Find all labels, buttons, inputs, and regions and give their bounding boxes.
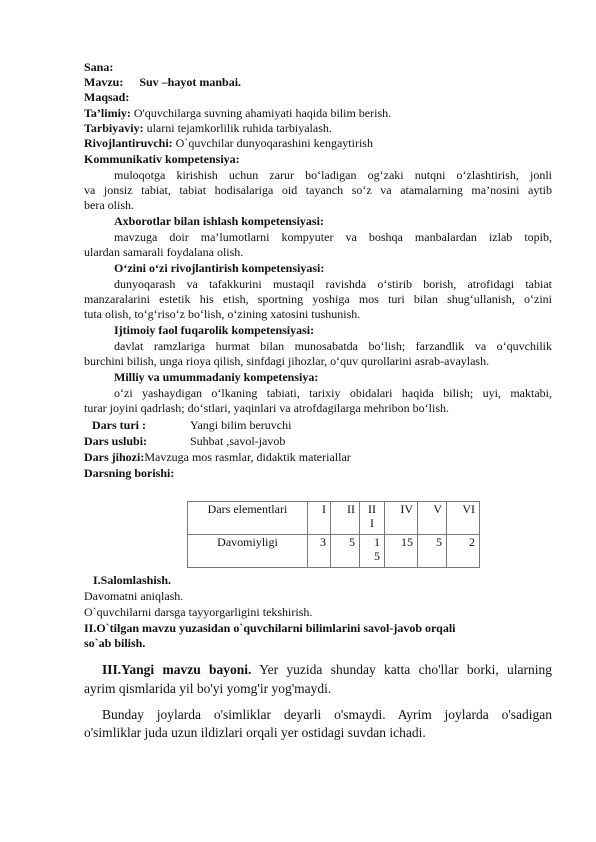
tarbiyaviy-value: ularni tejamkorlilik ruhida tarbiyalash. [143,121,332,135]
rivojlantiruvchi-line [84,136,373,151]
lesson-elements-table [187,501,480,568]
kommunikativ-text-line: va jonsiz tabiat, tabiat hodisalariga oid tayanch so‘z va atamalarning ma’nosini aytib [84,183,552,197]
ozini-text-line: dunyoqarash va tafakkurini mustaqil ravishda o‘stirib borish, atrofidagi tabiat [114,277,552,291]
table-cell-line: II [368,502,376,516]
otilgan-mavzu-heading: II.O`tilgan mavzu yuzasidan o`quvchilarni bilimlarini savol-javob orqali [84,621,456,635]
table-cell: IV [385,502,418,535]
stage-text-line: Davomatni aniqlash. [84,589,184,603]
stage-text-line: O`quvchilarni darsga tayyorgarligini tekshirish. [84,605,313,619]
dars-jihozi-line [84,450,351,465]
mavzu-value: Suv –hayot manbai. [139,75,242,89]
ozini-heading: O‘zini o‘zi rivojlantirish kompetensiyasi: [114,261,325,275]
talimiy-value: O'quvchilarga suvning ahamiyati haqida bilim berish. [130,106,392,120]
body-text-line: ayrim qismlarida yil bo'yi yomg'ir yog'maydi. [84,681,332,696]
rivojlantiruvchi-value: O`quvchilar dunyoqarashini kengaytirish [172,136,373,150]
table-cell-line: 1 [374,535,380,549]
milliy-heading: Milliy va umummadaniy kompetensiya: [114,370,319,384]
body-text-line: Bunday joylarda o'simliklar deyarli o'smaydi. Ayrim joylarda o'sadigan [102,707,552,722]
table-cell-line: 5 [374,549,380,563]
rivojlantiruvchi-label: Rivojlantiruvchi: [84,136,173,150]
table-cell [360,502,385,535]
dars-uslubi-label: Dars uslubi: [84,434,148,448]
salomlashish-heading: I.Salomlashish. [93,573,172,587]
ijtimoiy-text-line: burchini bilish, unga rioya qilish, sinfdagi jihozlar, o‘quv qurollarini asrab-avaylash. [84,354,490,368]
kommunikativ-text-line: muloqotga kirishish uchun zarur bo‘ladigan og‘zaki nutqni o‘zlashtirish, jonli [114,168,552,182]
tarbiyaviy-label: Tarbiyaviy: [84,121,144,135]
table-cell: VI [447,502,480,535]
axborot-text-line: ulardan samarali foydalana olish. [84,245,244,259]
mavzu-line [84,75,241,90]
axborot-text-line: mavzuga doir ma’lumotlarni kompyuter va boshqa manbalardan izlab topib, [114,230,552,244]
milliy-text-line: turar joyini qadrlash; do‘stlari, yaqinlari va atrofdagilarga mehribon bo‘lish. [84,401,450,415]
kommunikativ-text-line: bera olish. [84,198,134,212]
dars-turi-value: Yangi bilim beruvchi [190,418,292,432]
table-cell: 15 [385,535,418,568]
yangi-mavzu-heading: III.Yangi mavzu bayoni. [102,662,252,677]
ozini-text-line: tuta olish, to‘g‘riso‘z bo‘lish, o‘zining xatosini tushunish. [84,307,361,321]
sana-label: Sana: [84,60,114,74]
mavzu-label: Mavzu: [84,75,124,89]
table-cell: Davomiyligi [188,535,308,568]
table-cell: 5 [418,535,447,568]
table-cell [360,535,385,568]
ijtimoiy-heading: Ijtimoiy faol fuqarolik kompetensiyasi: [114,323,315,337]
body-text-line: o'simliklar juda uzun ildizlari orqali yer ostidagi suvdan ichadi. [84,725,426,740]
axborot-heading: Axborotlar bilan ishlash kompetensiyasi: [114,214,324,228]
milliy-text-line: o‘zi yashaydigan o‘lkaning tabiati, tarixiy obidalari haqida bilish; uyi, maktabi, [114,386,552,400]
yangi-mavzu-text: Yer yuzida shunday katta cho'llar borki, ularning [251,662,552,677]
dars-turi-label: Dars turi : [92,418,146,432]
table-cell-line: I [370,516,374,530]
table-cell: 5 [331,535,360,568]
dars-jihozi-label: Dars jihozi: [84,450,145,464]
table-cell: Dars elementlari [188,502,308,535]
otilgan-mavzu-heading: so`ab bilish. [84,636,146,650]
table-row [188,502,480,535]
table-cell: 3 [308,535,331,568]
darsning-borishi-label: Darsning borishi: [84,466,175,480]
talimiy-line [84,106,391,121]
maqsad-label: Maqsad: [84,90,130,104]
table-cell: I [308,502,331,535]
dars-jihozi-value: Mavzuga mos rasmlar, didaktik materiallar [144,450,351,464]
ozini-text-line: manzaralarini estetik his etish, sportning yoshiga mos turi bilan shug‘ullanish, o‘zini [84,292,552,306]
talimiy-label: Ta’limiy: [84,106,131,120]
dars-turi-line [92,418,291,433]
table-row [188,535,480,568]
table-cell: V [418,502,447,535]
tarbiyaviy-line [84,121,332,136]
yangi-mavzu-line [102,661,552,679]
kommunikativ-heading: Kommunikativ kompetensiya: [84,152,240,166]
dars-uslubi-line [84,434,285,449]
ijtimoiy-text-line: davlat ramzlariga hurmat bilan munosabatda bo‘lish; farzandlik va o‘quvchilik [114,339,552,353]
table-cell: 2 [447,535,480,568]
dars-uslubi-value: Suhbat ,savol-javob [190,434,286,448]
table-cell: II [331,502,360,535]
